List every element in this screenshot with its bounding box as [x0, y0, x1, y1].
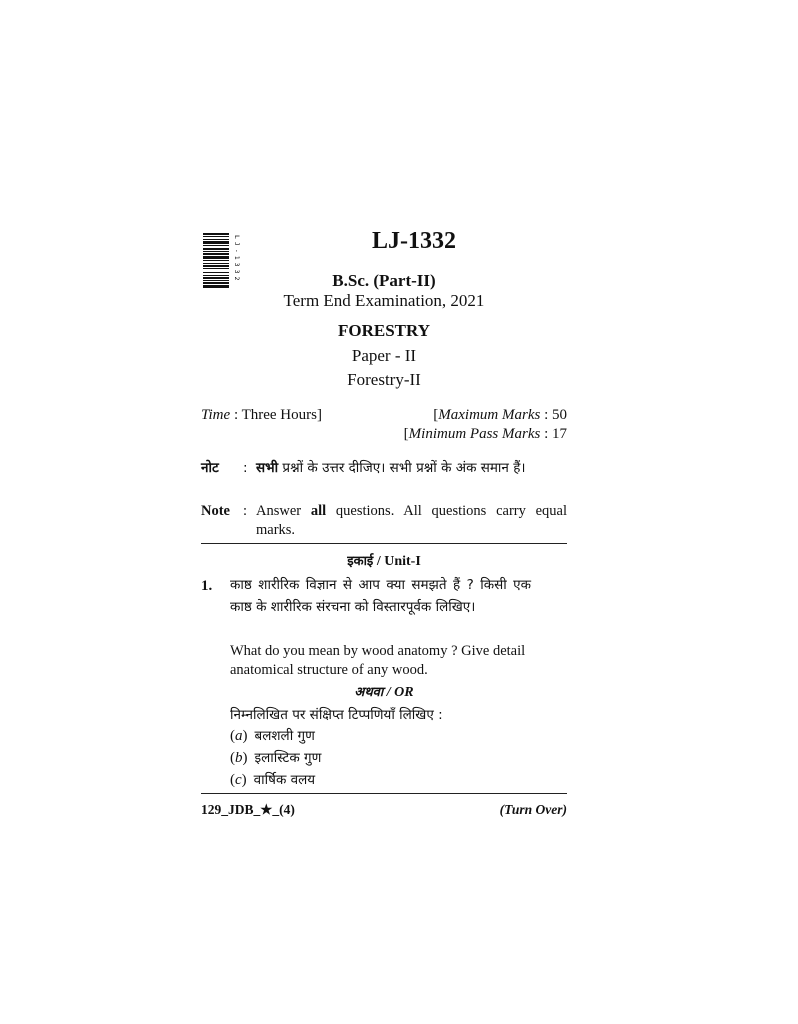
max-marks: [Maximum Marks : 50 [433, 407, 567, 423]
question-english: What do you mean by wood anatomy ? Give detail anatomical structure of any wood. [230, 643, 526, 678]
option-b-text: इलास्टिक गुण [254, 750, 322, 766]
degree-title: B.Sc. (Part-II) [332, 271, 436, 290]
option-b [230, 748, 321, 767]
question-number: 1. [201, 578, 213, 594]
hindi-note-text [256, 457, 567, 479]
option-c-letter: (c) [230, 772, 247, 788]
max-marks-value: : 50 [544, 407, 567, 423]
question-hindi: काष्ठ शारीरिक विज्ञान से आप क्या समझते हैं ? किसी एक काष्ठ के शारीरिक संरचना को विस्तारपूर्वक लिखिए। [230, 577, 531, 615]
or-english: OR [394, 685, 414, 700]
unit-english: Unit-I [384, 554, 421, 569]
english-note-bold: all [310, 503, 327, 519]
short-notes-intro: निम्नलिखित पर संक्षिप्त टिप्पणियाँ लिखिए : [230, 707, 443, 723]
time-label: Time [201, 407, 231, 423]
english-note-after: questions. All questions carry equal marks. [256, 503, 567, 538]
subject-title: FORESTRY [338, 321, 430, 340]
divider-bottom [201, 793, 567, 794]
hindi-note-colon: : [243, 460, 248, 476]
time-value: : Three Hours] [233, 407, 322, 423]
hindi-note-body: प्रश्नों के उत्तर दीजिए। सभी प्रश्नों के अंक समान हैं। [278, 460, 526, 476]
max-marks-label: Maximum Marks [438, 407, 541, 423]
unit-heading [0, 551, 768, 570]
pass-marks-label: Minimum Pass Marks [408, 426, 541, 442]
or-slash: / [383, 685, 395, 700]
or-separator [0, 682, 768, 701]
time-label-group [201, 407, 322, 423]
option-c-text: वार्षिक वलय [253, 772, 316, 788]
hindi-note-bold: सभी [256, 460, 279, 476]
turn-over: (Turn Over) [499, 802, 567, 817]
option-a-text: बलशली गुण [254, 728, 315, 744]
english-note-text [256, 502, 567, 540]
english-note-colon: : [243, 503, 248, 519]
pass-marks-value: : 17 [544, 426, 567, 442]
time-row [201, 407, 567, 424]
footer-code: 129_JDB_★_(4) [201, 802, 295, 817]
exam-title: Term End Examination, 2021 [283, 291, 485, 310]
option-a [230, 726, 315, 745]
option-a-letter: (a) [230, 728, 248, 744]
english-note-before: Answer [256, 503, 311, 519]
paper-code: LJ-1332 [372, 228, 456, 254]
pass-marks: [Minimum Pass Marks : 17 [403, 426, 567, 442]
paper-number: Paper - II [351, 346, 417, 365]
english-note-label: Note [201, 503, 230, 519]
option-b-letter: (b) [230, 750, 248, 766]
option-c [230, 770, 315, 789]
hindi-note-label: नोट [201, 460, 219, 476]
barcode-text: LJ-1332 [233, 235, 241, 284]
unit-separator: / [373, 554, 385, 569]
divider-top [201, 543, 567, 544]
or-hindi: अथवा [354, 685, 384, 700]
paper-name: Forestry-II [347, 370, 421, 389]
unit-hindi: इकाई [347, 554, 374, 569]
